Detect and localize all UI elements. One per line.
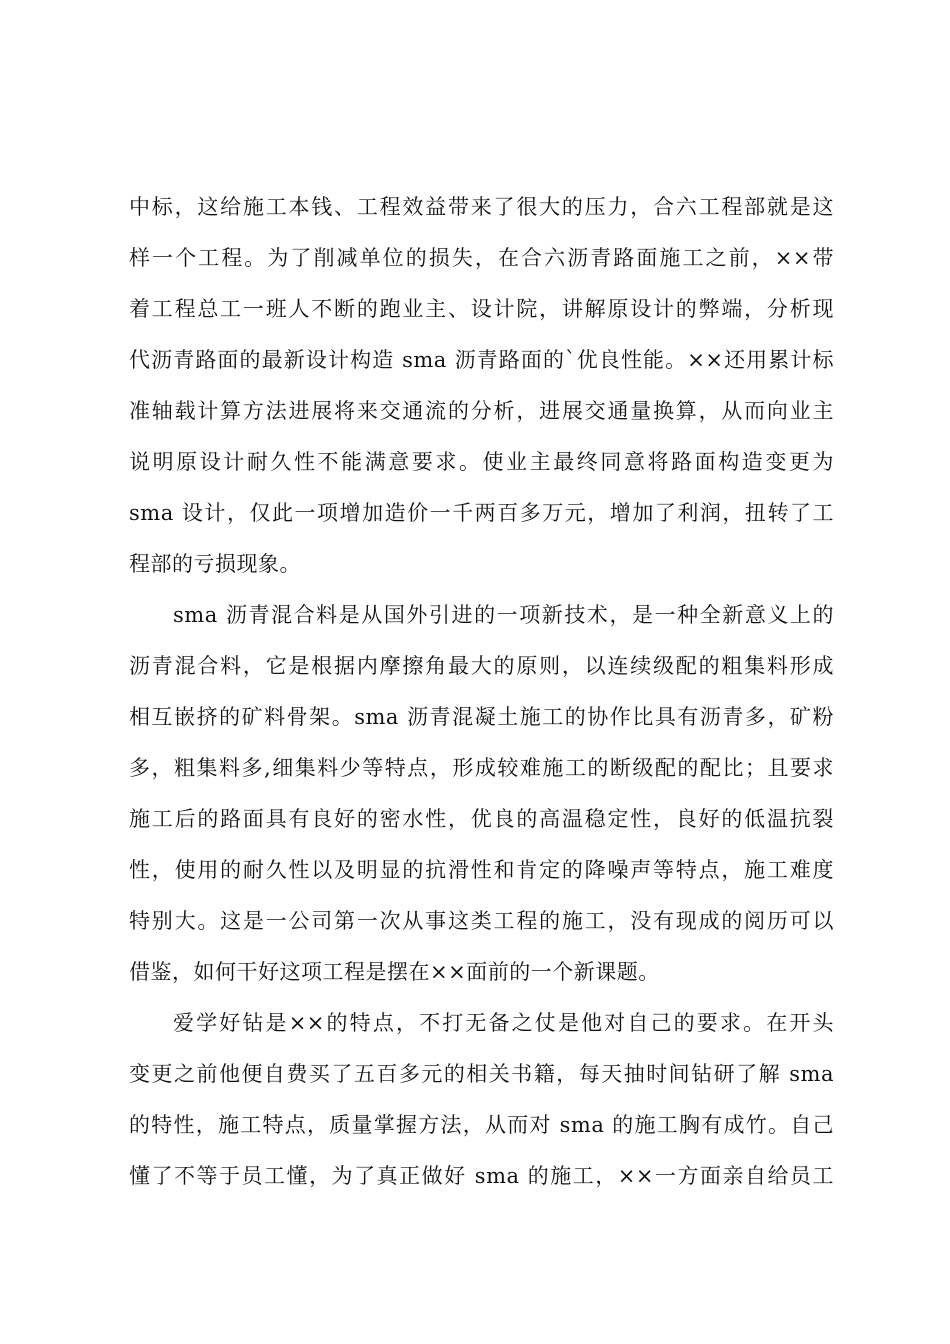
text-line: 懂了不等于员工懂，为了真正做好 sma 的施工，××一方面亲自给员工 xyxy=(129,1164,834,1188)
text-line: 相互嵌挤的矿料骨架。sma 沥青混凝土施工的协作比具有沥青多，矿粉 xyxy=(129,705,834,729)
text-line: 程部的亏损现象。 xyxy=(129,552,301,576)
body-text xyxy=(129,186,834,1206)
text-line: 准轴载计算方法进展将来交通流的分析，进展交通量换算，从而向业主 xyxy=(129,399,834,423)
text-line: 施工后的路面具有良好的密水性，优良的高温稳定性，良好的低温抗裂 xyxy=(129,807,834,831)
text-line: 沥青混合料，它是根据内摩擦角最大的原则，以连续级配的粗集料形成 xyxy=(129,654,834,678)
text-line: 的特性，施工特点，质量掌握方法，从而对 sma 的施工胸有成竹。自己 xyxy=(129,1113,834,1137)
text-line: 性，使用的耐久性以及明显的抗滑性和肯定的降噪声等特点，施工难度 xyxy=(129,858,834,882)
text-line: 着工程总工一班人不断的跑业主、设计院，讲解原设计的弊端，分析现 xyxy=(129,297,834,321)
paragraph-3 xyxy=(129,1002,834,1206)
text-line: 代沥青路面的最新设计构造 sma 沥青路面的`优良性能。××还用累计标 xyxy=(129,348,834,372)
text-line: 多，粗集料多,细集料少等特点，形成较难施工的断级配的配比；且要求 xyxy=(129,756,834,780)
text-line: 中标，这给施工本钱、工程效益带来了很大的压力，合六工程部就是这 xyxy=(129,195,834,219)
paragraph-2 xyxy=(129,594,834,1002)
text-line: 说明原设计耐久性不能满意要求。使业主最终同意将路面构造变更为 xyxy=(129,450,834,474)
text-line: 变更之前他便自费买了五百多元的相关书籍，每天抽时间钻研了解 sma xyxy=(129,1062,834,1086)
text-line: 借鉴，如何干好这项工程是摆在××面前的一个新课题。 xyxy=(129,960,660,984)
text-line: 样一个工程。为了削减单位的损失，在合六沥青路面施工之前，××带 xyxy=(129,246,834,270)
text-line: sma 沥青混合料是从国外引进的一项新技术，是一种全新意义上的 xyxy=(173,603,834,627)
text-line: 特别大。这是一公司第一次从事这类工程的施工，没有现成的阅历可以 xyxy=(129,909,834,933)
text-line: sma 设计，仅此一项增加造价一千两百多万元，增加了利润，扭转了工 xyxy=(129,501,834,525)
text-line: 爱学好钻是××的特点，不打无备之仗是他对自己的要求。在开头 xyxy=(173,1011,834,1035)
paragraph-1 xyxy=(129,186,834,594)
